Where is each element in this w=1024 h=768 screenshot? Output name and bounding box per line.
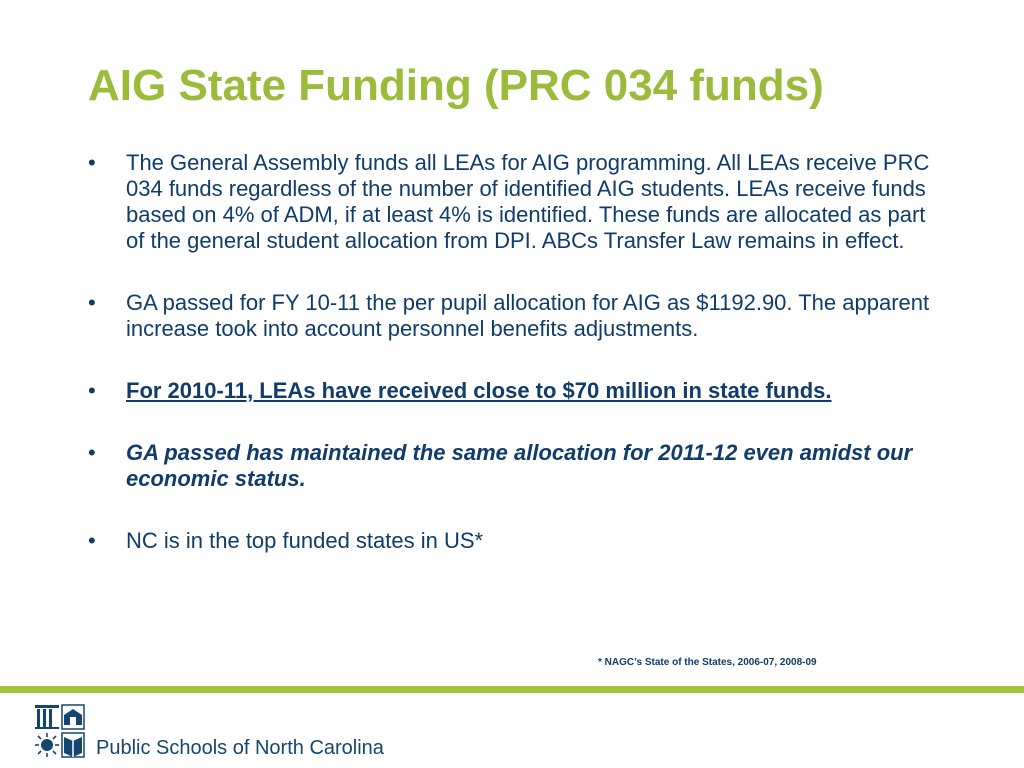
bullet-item [88, 290, 948, 342]
bullet-marker: • [88, 150, 96, 175]
slide-title: AIG State Funding (PRC 034 funds) [88, 61, 824, 110]
bullet-text: GA passed for FY 10-11 the per pupil allocation for AIG as $1192.90. The apparent increase took into account personnel benefits adjustments. [126, 290, 930, 341]
bullet-marker: • [88, 440, 96, 465]
bullet-marker: • [88, 290, 96, 315]
bullet-marker: • [88, 378, 96, 403]
bullet-list [88, 150, 948, 554]
bullet-marker: • [88, 528, 96, 553]
nc-public-schools-logo-icon [34, 703, 86, 759]
organization-name: Public Schools of North Carolina [96, 737, 384, 759]
bullet-text: NC is in the top funded states in US* [126, 528, 484, 553]
bullet-text-emphasis: For 2010-11, LEAs have received close to $70 million in state funds. [126, 378, 832, 403]
bullet-item [88, 378, 948, 404]
bullet-text: The General Assembly funds all LEAs for AIG programming. All LEAs receive PRC 034 funds regardless of the number of identified AIG students. LEAs receive funds based on 4% of ADM, if at least 4% is identified. These funds are allocated as part of the general student allocation from DPI. ABCs Transfer Law remains in effect. [126, 150, 930, 253]
footnote: * NAGC’s State of the States, 2006-07, 2008-09 [598, 657, 817, 668]
bullet-text-emphasis: GA passed has maintained the same allocation for 2011-12 even amidst our economic status. [126, 440, 913, 491]
bullet-item [88, 440, 948, 492]
footer-divider [0, 686, 1024, 693]
bullet-item [88, 528, 948, 554]
bullet-item [88, 150, 948, 254]
